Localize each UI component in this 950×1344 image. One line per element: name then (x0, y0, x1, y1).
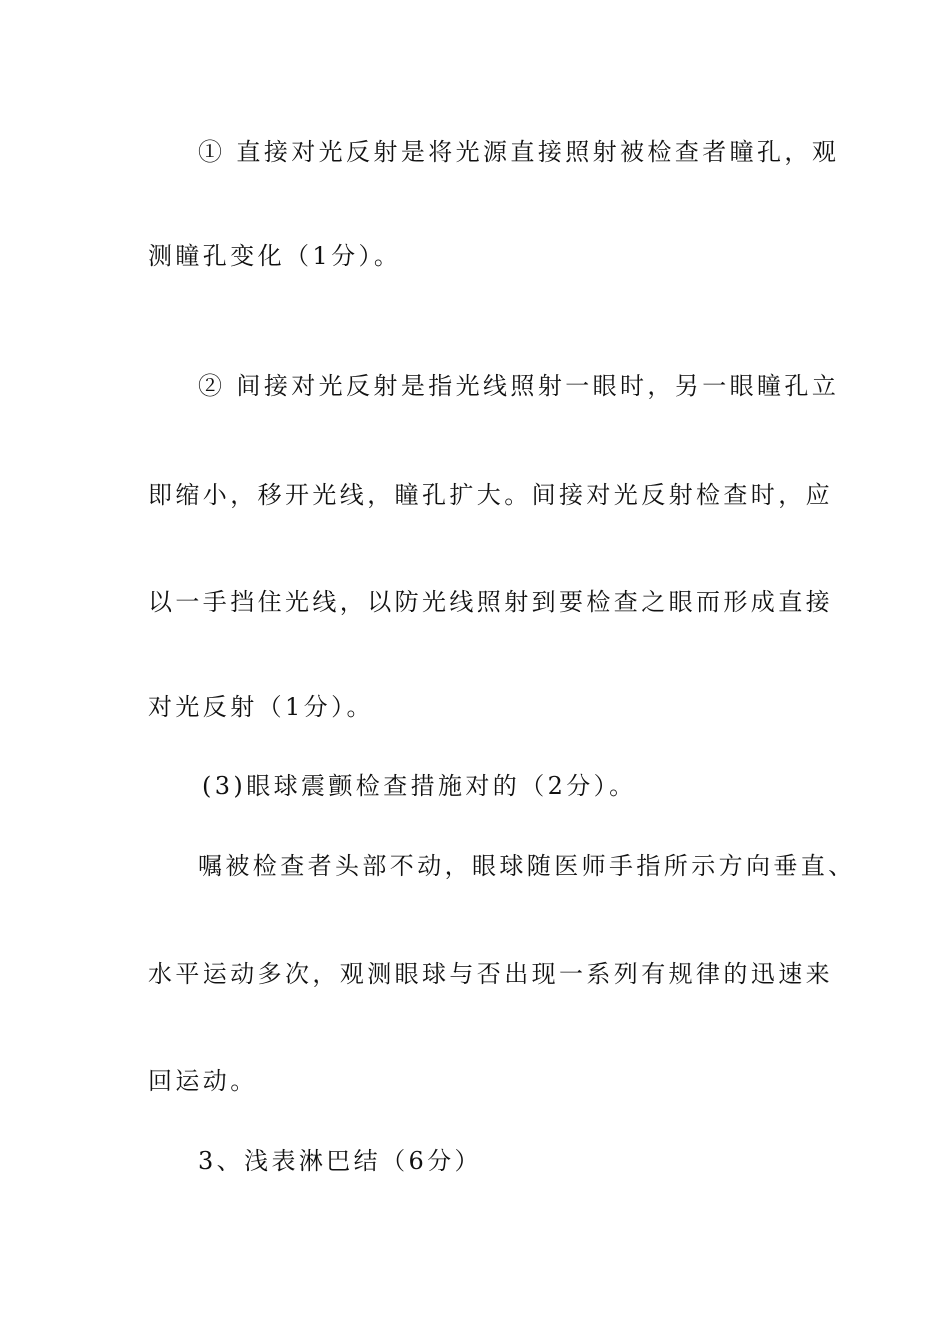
paragraph-line-10: 回运动。 (148, 1067, 258, 1095)
paragraph-line-9: 水平运动多次，观测眼球与否出现一系列有规律的迅速来 (148, 960, 833, 988)
paragraph-line-5: 以一手挡住光线，以防光线照射到要检查之眼而形成直接 (148, 588, 833, 616)
paragraph-line-3: ② 间接对光反射是指光线照射一眼时，另一眼瞳孔立 (198, 372, 840, 400)
section-heading-superficial-lymph-nodes: 3、浅表淋巴结（6分） (198, 1147, 482, 1175)
paragraph-line-8: 嘱被检查者头部不动，眼球随医师手指所示方向垂直、 (198, 852, 856, 880)
section-heading-eye-nystagmus: (3)眼球震颤检查措施对的（2分）。 (202, 772, 637, 800)
paragraph-line-1: ① 直接对光反射是将光源直接照射被检查者瞳孔，观 (198, 138, 840, 166)
paragraph-line-4: 即缩小，移开光线，瞳孔扩大。间接对光反射检查时，应 (148, 481, 833, 509)
paragraph-line-6: 对光反射（1分）。 (148, 693, 374, 721)
paragraph-line-2: 测瞳孔变化（1分）。 (148, 242, 402, 270)
